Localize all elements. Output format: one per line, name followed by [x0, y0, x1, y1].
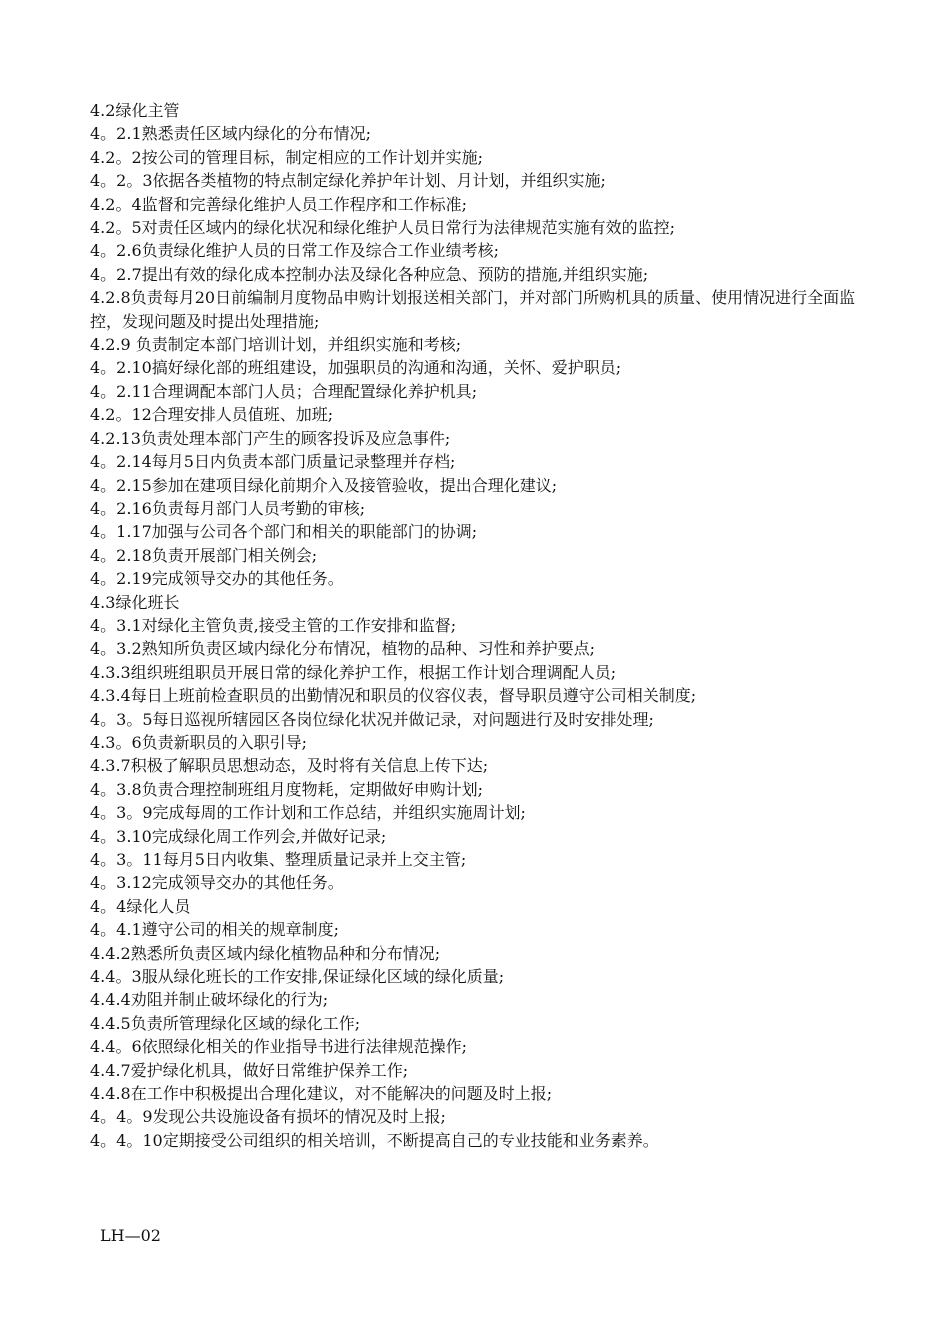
document-line: 4。2.1熟悉责任区域内绿化的分布情况;: [90, 124, 372, 144]
document-line: 4.4。3服从绿化班长的工作安排,保证绿化区域的绿化质量;: [90, 967, 505, 987]
document-line: 4。2.10搞好绿化部的班组建设，加强职员的沟通和沟通，关怀、爱护职员;: [90, 358, 622, 378]
document-line: 4.4.2熟悉所负责区域内绿化植物品种和分布情况;: [90, 943, 441, 963]
document-line: 4。2.14每月5日内负责本部门质量记录整理并存档;: [90, 452, 456, 472]
document-line: 4。3.8负责合理控制班组月度物耗，定期做好申购计划;: [90, 779, 484, 799]
document-line: 4。2.15参加在建项目绿化前期介入及接管验收，提出合理化建议;: [90, 475, 558, 495]
document-line: 4.3.4每日上班前检查职员的出勤情况和职员的仪容仪表，督导职员遵守公司相关制度;: [90, 686, 697, 706]
document-line: 4.4.5负责所管理绿化区域的绿化工作;: [90, 1013, 361, 1033]
document-line: 4.4。6依照绿化相关的作业指导书进行法律规范操作;: [90, 1037, 468, 1057]
document-line: 4。2.18负责开展部门相关例会;: [90, 545, 318, 565]
document-line: 4。3。11每月5日内收集、整理质量记录并上交主管;: [90, 850, 467, 869]
document-line: 4.3。6负责新职员的入职引导;: [90, 732, 308, 752]
document-body: [90, 99, 870, 1152]
document-line: 4.2。4监督和完善绿化维护人员工作程序和工作标准;: [90, 194, 468, 214]
document-line: 4.4.7爱护绿化机具，做好日常维护保养工作;: [90, 1060, 409, 1080]
document-line: 4。2.19完成领导交办的其他任务。: [90, 569, 344, 589]
document-line: 4。2.7提出有效的绿化成本控制办法及绿化各种应急、预防的措施,并组织实施;: [90, 264, 649, 284]
document-line: 4。4。10定期接受公司组织的相关培训，不断提高自己的专业技能和业务素养。: [90, 1130, 659, 1150]
document-line: 4.2.8负责每月20日前编制月度物品申购计划报送相关部门，并对部门所购机具的质量、使用情况进行全面监控，发现问题及时提出处理措施;: [90, 288, 856, 331]
document-line: 4。3.1对绿化主管负责,接受主管的工作安排和监督;: [90, 615, 457, 635]
document-line: 4。3.10完成绿化周工作列会,并做好记录;: [90, 826, 387, 846]
document-line: 4.2.9 负责制定本部门培训计划，并组织实施和考核;: [90, 335, 462, 355]
document-line: 4。3.2熟知所负责区域内绿化分布情况，植物的品种、习性和养护要点;: [90, 639, 596, 659]
document-line: 4.2。5对责任区域内的绿化状况和绿化维护人员日常行为法律规范实施有效的监控;: [90, 218, 676, 238]
document-code: LH—02: [100, 1226, 161, 1245]
document-line: 4。1.17加强与公司各个部门和相关的职能部门的协调;: [90, 522, 478, 542]
document-line: 4。3.12完成领导交办的其他任务。: [90, 873, 344, 893]
document-line: 4.3.7积极了解职员思想动态，及时将有关信息上传下达;: [90, 756, 489, 776]
document-line: 4.2绿化主管: [90, 101, 180, 120]
document-line: 4.3.3组织班组职员开展日常的绿化养护工作，根据工作计划合理调配人员;: [90, 662, 617, 682]
document-line: 4。3。9完成每周的工作计划和工作总结，并组织实施周计划;: [90, 803, 526, 823]
document-line: 4.2.13负责处理本部门产生的顾客投诉及应急事件;: [90, 428, 451, 448]
document-line: 4。3。5每日巡视所辖园区各岗位绿化状况并做记录，对问题进行及时安排处理;: [90, 709, 654, 729]
document-line: 4.4.4劝阻并制止破坏绿化的行为;: [90, 990, 329, 1010]
document-line: 4.2。2按公司的管理目标，制定相应的工作计划并实施;: [90, 147, 484, 167]
document-line: 4。2。3依据各类植物的特点制定绿化养护年计划、月计划，并组织实施;: [90, 171, 606, 191]
document-line: 4.3绿化班长: [90, 592, 180, 612]
document-line: 4。2.11合理调配本部门人员；合理配置绿化养护机具;: [90, 381, 478, 401]
document-line: 4.4.8在工作中积极提出合理化建议，对不能解决的问题及时上报;: [90, 1084, 553, 1104]
document-line: 4。4绿化人员: [90, 896, 191, 916]
document-line: 4。4。9发现公共设施设备有损坏的情况及时上报;: [90, 1107, 446, 1127]
document-line: 4.2。12合理安排人员值班、加班;: [90, 405, 334, 425]
document-line: 4。4.1遵守公司的相关的规章制度;: [90, 920, 340, 940]
document-line: 4。2.6负责绿化维护人员的日常工作及综合工作业绩考核;: [90, 241, 500, 261]
document-line: 4。2.16负责每月部门人员考勤的审核;: [90, 498, 366, 518]
